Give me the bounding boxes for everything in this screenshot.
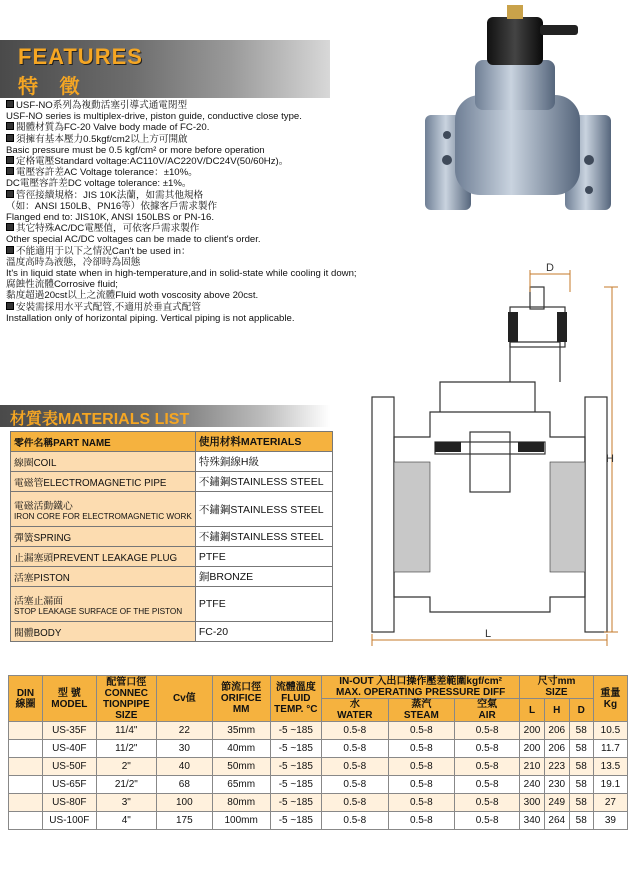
temp-cell: -5 ~185 — [270, 758, 321, 776]
steam-cell: 0.5-8 — [388, 740, 455, 758]
feature-line: 閥體材質為FC-20 Valve body made of FC-20. — [6, 122, 386, 133]
water-cell: 0.5-8 — [322, 794, 389, 812]
d-cell: 58 — [569, 740, 593, 758]
table-row — [9, 812, 628, 830]
weight-cell: 39 — [593, 812, 627, 830]
header-orifice-en: ORIFICE MM — [220, 693, 262, 715]
model-cell: US-80F — [42, 794, 96, 812]
feature-line: 不能適用于以下之情況Can't be used in： — [6, 246, 386, 257]
d-cell: 58 — [569, 722, 593, 740]
l-cell: 340 — [520, 812, 545, 830]
part-name-cn: 電磁活動鐵心 — [14, 500, 73, 512]
dim-l-label: L — [485, 628, 492, 640]
header-size-cn: 配管口徑 — [106, 676, 147, 688]
model-cell: US-100F — [42, 812, 96, 830]
temp-cell: -5 ~185 — [270, 722, 321, 740]
part-name: 活塞PISTON — [11, 567, 196, 587]
header-size — [96, 676, 156, 722]
material: PTFE — [195, 547, 332, 567]
part-name: 電磁管ELECTROMAGNETIC PIPE — [11, 472, 196, 492]
size-cell: 11/4" — [96, 722, 156, 740]
header-model-cn: 型 號 — [57, 687, 81, 699]
orifice-cell: 40mm — [212, 740, 270, 758]
feature-line: DC電壓容許差DC voltage tolerance: ±1%。 — [6, 178, 192, 190]
material: 不鏽鋼STAINLESS STEEL — [195, 492, 332, 527]
weight-cell: 11.7 — [593, 740, 627, 758]
header-l: L — [520, 699, 545, 722]
size-cell: 11/2" — [96, 740, 156, 758]
part-name: 閥體BODY — [11, 622, 196, 642]
feature-line: Flanged end to: JIS10K, ANSI 150LBS or PN-16. — [6, 212, 214, 224]
header-cv: Cv值 — [156, 676, 212, 722]
part-name-cn: 活塞止漏面 — [14, 595, 63, 607]
cv-cell: 175 — [156, 812, 212, 830]
header-pressure — [322, 676, 520, 699]
header-din-cn: 線圈 — [15, 698, 36, 710]
header-water-en: WATER — [337, 710, 373, 721]
h-cell: 206 — [544, 722, 569, 740]
din-cell — [9, 740, 43, 758]
header-din — [9, 676, 43, 722]
cv-cell: 22 — [156, 722, 212, 740]
header-weight-en: Kg — [603, 698, 618, 710]
table-row — [9, 758, 628, 776]
valve-cross-section-drawing — [360, 262, 620, 652]
orifice-cell: 80mm — [212, 794, 270, 812]
table-row — [11, 547, 333, 567]
header-orifice-cn: 節流口徑 — [221, 682, 262, 693]
table-row — [11, 472, 333, 492]
orifice-cell: 50mm — [212, 758, 270, 776]
materials-table — [10, 431, 333, 642]
feature-line: 安裝需採用水平式配管,不適用於垂直式配管 — [6, 302, 386, 313]
header-pressure-en: MAX. OPERATING PRESSURE DIFF — [335, 687, 506, 698]
header-temp — [270, 676, 321, 722]
material: FC-20 — [195, 622, 332, 642]
header-temp-en: FLUID TEMP. °C — [274, 693, 318, 715]
feature-line: 管徑接續規格：JIS 10K法蘭，如需其他規格 — [6, 190, 386, 201]
feature-line: 其它特殊AC/DC電壓值，可依客戶需求製作 — [6, 223, 386, 234]
table-row — [11, 492, 333, 527]
material: 特殊銅線H級 — [195, 452, 332, 472]
model-cell: US-40F — [42, 740, 96, 758]
material: 不鏽鋼STAINLESS STEEL — [195, 472, 332, 492]
dim-h-label: H — [606, 453, 614, 465]
l-cell: 200 — [520, 722, 545, 740]
temp-cell: -5 ~185 — [270, 812, 321, 830]
features-subtitle: 特 徵 — [18, 76, 88, 98]
weight-cell: 10.5 — [593, 722, 627, 740]
material: PTFE — [195, 587, 332, 622]
table-row — [11, 622, 333, 642]
orifice-cell: 35mm — [212, 722, 270, 740]
feature-line: 腐蝕性流體Corrosive fluid; — [6, 279, 118, 291]
header-temp-cn: 流體溫度 — [275, 682, 316, 693]
temp-cell: -5 ~185 — [270, 794, 321, 812]
temp-cell: -5 ~185 — [270, 740, 321, 758]
air-cell: 0.5-8 — [455, 722, 520, 740]
feature-line: It's in liquid state when in high-temperature,and in solid-state while cooling it down; — [6, 268, 357, 280]
l-cell: 210 — [520, 758, 545, 776]
din-cell — [9, 722, 43, 740]
table-row — [9, 794, 628, 812]
header-water-cn: 水 — [349, 699, 360, 710]
size-cell: 3" — [96, 794, 156, 812]
water-cell: 0.5-8 — [322, 812, 389, 830]
water-cell: 0.5-8 — [322, 758, 389, 776]
d-cell: 58 — [569, 812, 593, 830]
air-cell: 0.5-8 — [455, 740, 520, 758]
temp-cell: -5 ~185 — [270, 776, 321, 794]
part-name — [11, 492, 196, 527]
steam-cell: 0.5-8 — [388, 776, 455, 794]
header-materials: 使用材料MATERIALS — [195, 432, 332, 452]
header-orifice — [212, 676, 270, 722]
header-air-en: AIR — [478, 710, 496, 721]
air-cell: 0.5-8 — [455, 776, 520, 794]
size-cell: 4" — [96, 812, 156, 830]
table-row — [11, 452, 333, 472]
header-dims-en: SIZE — [545, 687, 568, 698]
header-weight — [593, 676, 627, 722]
table-header-row — [11, 432, 333, 452]
model-cell: US-65F — [42, 776, 96, 794]
dim-d-label: D — [546, 262, 554, 274]
orifice-cell: 65mm — [212, 776, 270, 794]
l-cell: 200 — [520, 740, 545, 758]
table-row — [9, 722, 628, 740]
h-cell: 249 — [544, 794, 569, 812]
table-row — [11, 587, 333, 622]
h-cell: 223 — [544, 758, 569, 776]
cv-cell: 100 — [156, 794, 212, 812]
feature-line: Other special AC/DC voltages can be made to client's order. — [6, 234, 261, 246]
h-cell: 206 — [544, 740, 569, 758]
feature-line: 電壓容許差AC Voltage tolerance：±10%。 — [6, 167, 386, 178]
features-title: FEATURES — [18, 44, 143, 69]
header-d: D — [569, 699, 593, 722]
size-cell: 2" — [96, 758, 156, 776]
l-cell: 240 — [520, 776, 545, 794]
steam-cell: 0.5-8 — [388, 812, 455, 830]
feature-line: 黏度超過20cst以上之流體Fluid woth voscosity above 20cst. — [6, 290, 259, 302]
table-row — [11, 567, 333, 587]
part-name: 彈簧SPRING — [11, 527, 196, 547]
size-cell: 21/2" — [96, 776, 156, 794]
valve-product-image — [415, 5, 620, 230]
material: 銅BRONZE — [195, 567, 332, 587]
feature-line: Basic pressure must be 0.5 kgf/cm² or more before operation — [6, 144, 265, 156]
header-model-en: MODEL — [51, 698, 88, 710]
water-cell: 0.5-8 — [322, 740, 389, 758]
table-header-row — [9, 676, 628, 699]
header-model — [42, 676, 96, 722]
part-name — [11, 587, 196, 622]
header-dims-cn: 尺寸mm — [537, 676, 576, 687]
part-name: 止漏塞頭PREVENT LEAKAGE PLUG — [11, 547, 196, 567]
header-water — [322, 699, 389, 722]
table-row — [9, 740, 628, 758]
header-part-name: 零件名稱PART NAME — [11, 432, 196, 452]
header-air — [455, 699, 520, 722]
part-name-en: STOP LEAKAGE SURFACE OF THE PISTON — [14, 606, 183, 616]
feature-line: USF-NO series is multiplex-drive, piston guide, conductive close type. — [6, 111, 302, 123]
header-dims — [520, 676, 594, 699]
din-cell — [9, 794, 43, 812]
table-row — [11, 527, 333, 547]
din-cell — [9, 776, 43, 794]
h-cell: 230 — [544, 776, 569, 794]
model-cell: US-50F — [42, 758, 96, 776]
header-steam-en: STEAM — [403, 710, 439, 721]
part-name-en: IRON CORE FOR ELECTROMAGNETIC WORK — [14, 511, 192, 521]
materials-title: 材質表MATERIALS LIST — [10, 411, 190, 428]
steam-cell: 0.5-8 — [388, 794, 455, 812]
feature-line: 須擁有基本壓力0.5kgf/cm2以上方可開啟 — [6, 134, 386, 145]
cv-cell: 40 — [156, 758, 212, 776]
spec-table — [8, 675, 628, 830]
header-steam-cn: 蒸汽 — [411, 699, 432, 710]
header-pressure-cn: IN-OUT 入出口操作壓差範圍kgf/cm² — [339, 676, 502, 687]
l-cell: 300 — [520, 794, 545, 812]
feature-line: 定格電壓Standard voltage:AC110V/AC220V/DC24V(50/60Hz)。 — [6, 156, 386, 167]
water-cell: 0.5-8 — [322, 722, 389, 740]
orifice-cell: 100mm — [212, 812, 270, 830]
d-cell: 58 — [569, 794, 593, 812]
h-cell: 264 — [544, 812, 569, 830]
header-din-en: DIN — [16, 687, 35, 699]
d-cell: 58 — [569, 776, 593, 794]
material: 不鏽鋼STAINLESS STEEL — [195, 527, 332, 547]
air-cell: 0.5-8 — [455, 758, 520, 776]
header-weight-cn: 重量 — [600, 687, 621, 699]
model-cell: US-35F — [42, 722, 96, 740]
header-size-en: CONNEC TIONPIPE SIZE — [102, 687, 150, 721]
weight-cell: 27 — [593, 794, 627, 812]
din-cell — [9, 812, 43, 830]
d-cell: 58 — [569, 758, 593, 776]
din-cell — [9, 758, 43, 776]
cv-cell: 30 — [156, 740, 212, 758]
steam-cell: 0.5-8 — [388, 722, 455, 740]
weight-cell: 19.1 — [593, 776, 627, 794]
header-steam — [388, 699, 455, 722]
feature-line: Installation only of horizontal piping. Vertical piping is not applicable. — [6, 312, 295, 324]
feature-line: USF-NO系列為複動活塞引導式通電閉型 — [6, 100, 386, 111]
air-cell: 0.5-8 — [455, 794, 520, 812]
cv-cell: 68 — [156, 776, 212, 794]
part-name: 線圈COIL — [11, 452, 196, 472]
header-air-cn: 空氣 — [477, 699, 498, 710]
weight-cell: 13.5 — [593, 758, 627, 776]
feature-line: （如：ANSI 150LB、PN16等）依據客戶需求製作 — [6, 200, 218, 212]
features-list — [6, 100, 386, 324]
header-h: H — [544, 699, 569, 722]
water-cell: 0.5-8 — [322, 776, 389, 794]
table-row — [9, 776, 628, 794]
steam-cell: 0.5-8 — [388, 758, 455, 776]
feature-line: 溫度高時為液態，冷卻時為固態 — [6, 256, 141, 268]
air-cell: 0.5-8 — [455, 812, 520, 830]
